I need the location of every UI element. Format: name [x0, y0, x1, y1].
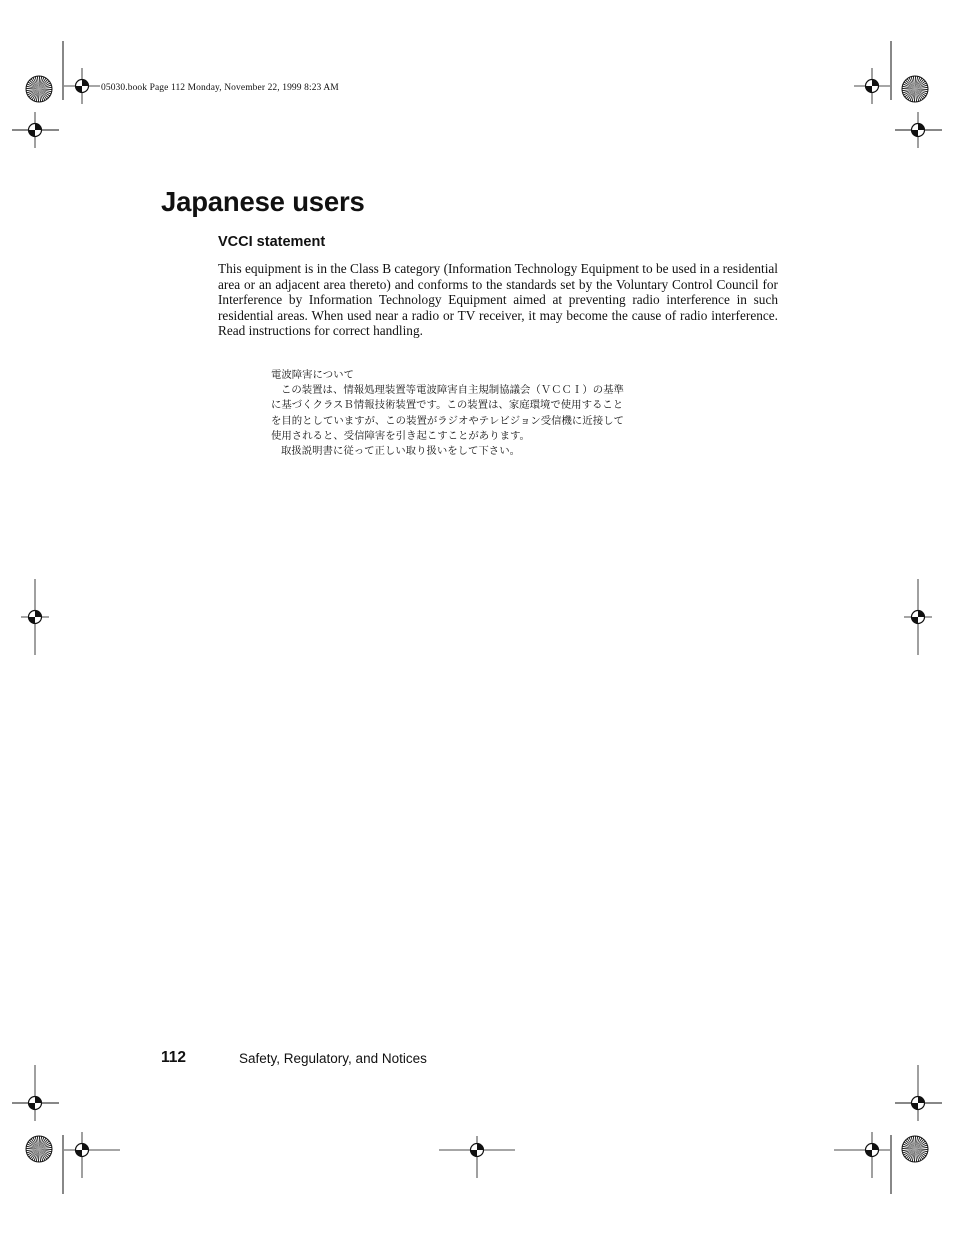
japanese-notice-line: この装置は、情報処理装置等電波障害自主規制協議会（ＶＣＣＩ）の基準	[281, 384, 624, 397]
japanese-notice-line: を目的としていますが、この装置がラジオやテレビジョン受信機に近接して	[271, 414, 624, 427]
registration-target-icon	[854, 68, 890, 104]
registration-target-icon	[64, 68, 100, 104]
japanese-notice-line: に基づくクラスＢ情報技術装置です。この装置は、家庭環境で使用すること	[271, 399, 624, 412]
registration-target-icon	[21, 579, 49, 655]
starburst-calibration-icon	[902, 76, 928, 102]
registration-target-icon	[17, 112, 53, 148]
japanese-notice	[271, 368, 691, 459]
section-heading: VCCI statement	[218, 234, 326, 250]
page-title: Japanese users	[161, 186, 365, 217]
body-paragraph: This equipment is in the Class B category (Information Technology Equipment to be used in a residential area or an adjacent area thereto) and conforms to the standards set by the Voluntary Control Council for Interference by Information Technology Equipment aimed at preventing radio interference in such residential areas. When used near a radio or TV receiver, it may become the cause of radio interference. Read instructions for correct handling.	[218, 261, 778, 339]
japanese-notice-title: 電波障害について	[271, 369, 354, 381]
registration-target-icon	[904, 579, 932, 655]
registration-target-icon	[900, 1065, 936, 1121]
registration-target-icon	[439, 1136, 515, 1178]
footer-section-title: Safety, Regulatory, and Notices	[239, 1051, 427, 1066]
starburst-calibration-icon	[26, 1136, 52, 1162]
registration-target-icon	[900, 112, 936, 148]
registration-target-icon	[834, 1132, 890, 1178]
japanese-notice-line: 使用されると、受信障害を引き起こすことがあります。	[271, 429, 530, 442]
registration-target-icon	[64, 1132, 120, 1178]
japanese-notice-line: 取扱説明書に従って正しい取り扱いをして下さい。	[281, 445, 520, 458]
page-number: 112	[161, 1049, 187, 1066]
starburst-calibration-icon	[902, 1136, 928, 1162]
print-slug: 05030.book Page 112 Monday, November 22, 1999 8:23 AM	[101, 83, 339, 93]
registration-target-icon	[17, 1065, 53, 1121]
starburst-calibration-icon	[26, 76, 52, 102]
